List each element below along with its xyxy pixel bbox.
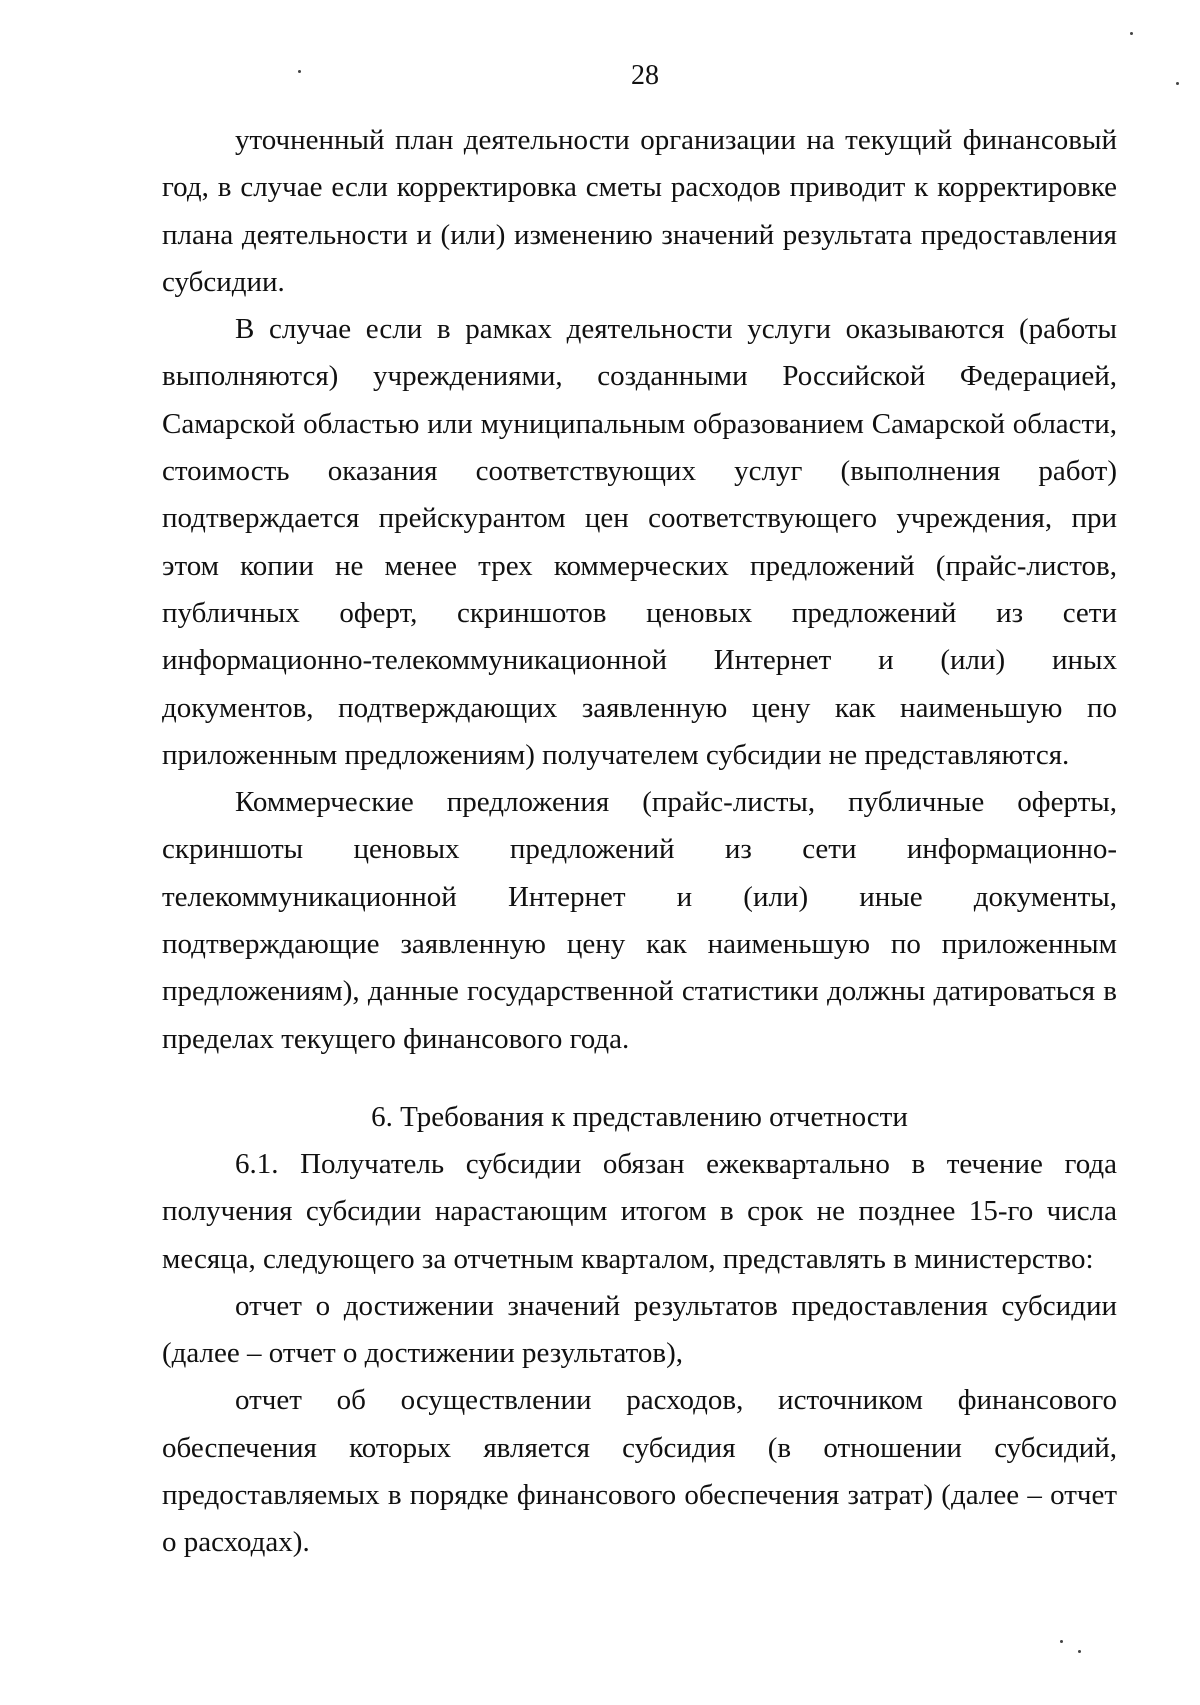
paragraph-6-1: 6.1. Получатель субсидии обязан ежеквартально в течение года получения субсидии нарастающим итогом в срок не позднее 15-го числа месяца, следующего за отчетным кварталом, представлять в министерство: <box>162 1147 1117 1275</box>
scan-speck <box>1078 1650 1081 1653</box>
paragraph-results-report: отчет о достижении значений результатов предоставления субсидии (далее – отчет о достижении результатов), <box>162 1289 1117 1370</box>
scan-speck <box>1176 82 1179 85</box>
paragraph-commercial-offers: Коммерческие предложения (прайс-листы, публичные оферты, скриншоты ценовых предложений из сети информационно-телекоммуникационной Интернет и (или) иные документы, подтверждающие заявленную цену как наименьшую по приложенным предложениям), данные государственной статистики должны датироваться в пределах текущего финансового года. <box>162 786 1117 1055</box>
section-heading: 6. Требования к представлению отчетности <box>371 1100 908 1133</box>
paragraph-institution-services: В случае если в рамках деятельности услуги оказываются (работы выполняются) учреждениями, созданными Российской Федерацией, Самарской областью или муниципальным образованием Самарской области, стоимость оказания соответствующих услуг (выполнения работ) подтверждается прейскурантом цен соответствующего учреждения, при этом копии не менее трех коммерческих предложений (прайс-листов, публичных оферт, скриншотов ценовых предложений из сети информационно-телекоммуникационной Интернет и (или) иных документов, подтверждающих заявленную цену как наименьшую по приложенным предложениям) получателем субсидии не представляются. <box>162 313 1117 771</box>
scan-speck <box>1060 1640 1063 1643</box>
scan-speck <box>298 70 301 73</box>
page-number: 28 <box>631 60 659 91</box>
paragraph-plan-continuation: уточненный план деятельности организации на текущий финансовый год, в случае если корректировка сметы расходов приводит к корректировке плана деятельности и (или) изменению значений результата предоставления субсидии. <box>162 124 1117 298</box>
scan-speck <box>1130 32 1133 35</box>
paragraph-expenses-report: отчет об осуществлении расходов, источником финансового обеспечения которых является субсидия (в отношении субсидий, предоставляемых в порядке финансового обеспечения затрат) (далее – отчет о расходах). <box>162 1384 1117 1559</box>
document-body <box>162 117 1117 1567</box>
